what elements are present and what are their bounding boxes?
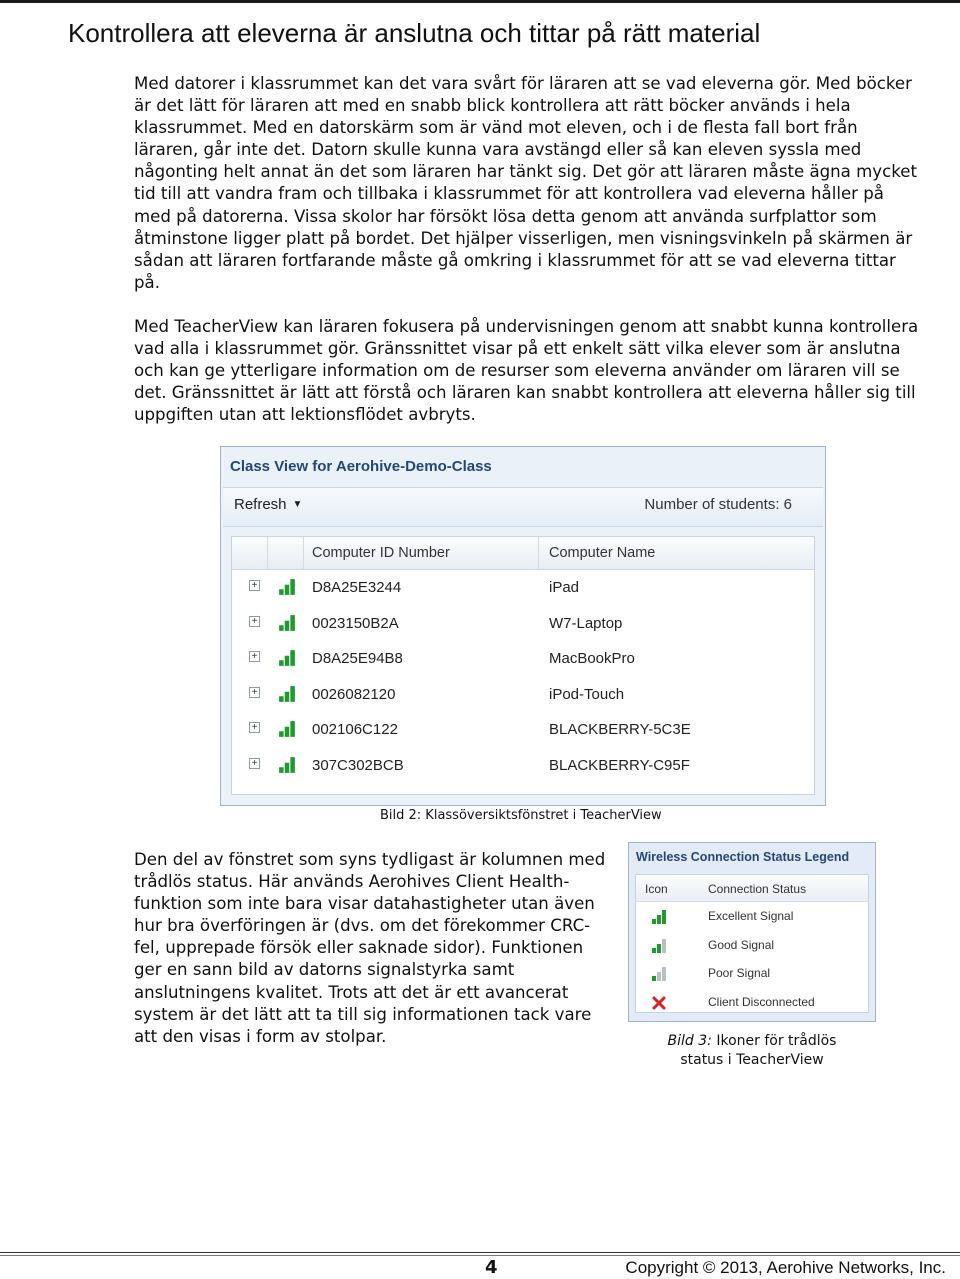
teacherview-paragraph: Med TeacherView kan läraren fokusera på undervisningen genom att snabbt kunna kontrollera vad alla i klassrummet gör. Gränssnittet visar på ett enkelt sätt vilka elever som är anslutna och kan ge ytterligare information om de resurser som eleverna använder om läraren vill se det. Gränssnittet är lätt att förstå och läraren kan snabbt kontrollera att eleverna håller sig till uppgiften utan att lektionsflödet avbryts. bbox=[134, 317, 919, 425]
legend-row bbox=[636, 989, 868, 1017]
column-header-computer-name[interactable]: Computer Name bbox=[549, 545, 656, 561]
refresh-menu-button[interactable] bbox=[234, 496, 302, 513]
legend-row bbox=[636, 903, 868, 931]
legend-title: Wireless Connection Status Legend bbox=[636, 850, 850, 864]
excellent-signal-icon bbox=[651, 909, 667, 925]
table-row[interactable] bbox=[232, 641, 814, 676]
copyright-notice: Copyright © 2013, Aerohive Networks, Inc. bbox=[625, 1258, 946, 1277]
expand-row-icon[interactable]: + bbox=[249, 722, 260, 733]
computer-id-cell: 307C302BCB bbox=[312, 756, 404, 774]
computer-name-cell: iPad bbox=[549, 579, 580, 596]
legend-status-label: Good Signal bbox=[708, 937, 775, 952]
footer-rule-secondary bbox=[0, 1255, 960, 1256]
wireless-status-paragraph: Den del av fönstret som syns tydligast är kolumnen med trådlös status. Här används Aerohives Client Health-funktion som inte bara visar datahastigheter utan även hur bra överföringen är (dvs. om det förekommer CRC-fel, upprepade försök eller saknade sidor). Funktionen ger en sann bild av datorns signalstyrka samt anslutningens kvalitet. Trots att det är ett avancerat system är det lätt att ta till sig informationen tack vare att den visas i form av stolpar. bbox=[134, 850, 606, 1046]
computer-id-cell: 002106C122 bbox=[312, 721, 398, 738]
computer-name-cell: W7-Laptop bbox=[549, 614, 623, 632]
legend-row bbox=[636, 932, 868, 960]
figure-caption-class-view: Bild 2: Klassöversiktsfönstret i TeacherView bbox=[380, 808, 662, 823]
table-row[interactable] bbox=[232, 606, 814, 641]
excellent-signal-icon bbox=[278, 756, 296, 774]
legend-column-status: Connection Status bbox=[708, 882, 807, 896]
students-table bbox=[231, 536, 815, 795]
caption-label: Bild 3: bbox=[667, 1033, 712, 1049]
computer-id-cell: 0023150B2A bbox=[312, 614, 399, 632]
good-signal-icon bbox=[651, 938, 667, 954]
refresh-label: Refresh bbox=[234, 496, 287, 513]
disconnected-icon bbox=[651, 995, 667, 1011]
computer-name-cell: MacBookPro bbox=[549, 650, 635, 667]
legend-status-label: Client Disconnected bbox=[708, 994, 815, 1009]
class-view-toolbar bbox=[223, 487, 823, 527]
expand-row-icon[interactable]: + bbox=[249, 580, 260, 591]
column-header-computer-id[interactable]: Computer ID Number bbox=[312, 545, 450, 561]
caption-text: Ikoner för trådlös status i TeacherView bbox=[680, 1033, 837, 1068]
class-view-screenshot bbox=[220, 446, 826, 806]
legend-table bbox=[635, 874, 869, 1013]
class-view-title: Class View for Aerohive-Demo-Class bbox=[230, 458, 492, 475]
excellent-signal-icon bbox=[278, 578, 296, 596]
computer-id-cell: D8A25E3244 bbox=[312, 579, 402, 596]
excellent-signal-icon bbox=[278, 649, 296, 667]
caret-down-icon: ▼ bbox=[292, 499, 303, 510]
excellent-signal-icon bbox=[278, 614, 296, 632]
expand-row-icon[interactable]: + bbox=[249, 616, 260, 627]
intro-paragraph: Med datorer i klassrummet kan det vara svårt för läraren att se vad eleverna gör. Med böcker är det lätt för läraren att med en snabb blick kontrollera att rätt böcker används i hela klassrummet. Med en datorskärm som är vänd mot eleven, och i de flesta fall bort från läraren, går inte det. Datorn skulle kunna vara avstängd eller så kan eleven syssla med någonting helt annat än det som läraren har tänkt sig. Det gör att läraren måste ägna mycket tid till att vandra fram och tillbaka i klassrummet för att kontrollera vad eleverna håller på med på datorerna. Vissa skolor har försökt lösa detta genom att använda surfplattor som åtminstone ligger platt på bordet. Det hjälper visserligen, men visningsvinkeln på skärmen är sådan att läraren fortfarande måste gå omkring i klassrummet för att se vad eleverna tittar på. bbox=[134, 74, 917, 292]
footer-rule bbox=[0, 1252, 960, 1253]
header-rule bbox=[0, 0, 960, 3]
expand-row-icon[interactable]: + bbox=[249, 687, 260, 698]
computer-id-cell: D8A25E94B8 bbox=[312, 650, 403, 667]
computer-name-cell: BLACKBERRY-5C3E bbox=[549, 721, 691, 738]
column-separator bbox=[303, 537, 304, 569]
excellent-signal-icon bbox=[278, 685, 296, 703]
table-row[interactable] bbox=[232, 712, 814, 747]
wireless-legend-screenshot bbox=[628, 842, 876, 1022]
legend-status-label: Excellent Signal bbox=[708, 909, 794, 923]
expand-row-icon[interactable]: + bbox=[249, 758, 260, 769]
legend-row bbox=[636, 960, 868, 988]
legend-column-icon: Icon bbox=[645, 882, 668, 896]
table-row[interactable] bbox=[232, 677, 814, 712]
column-separator bbox=[267, 537, 268, 569]
expand-row-icon[interactable]: + bbox=[249, 651, 260, 662]
legend-header bbox=[636, 875, 868, 902]
table-row[interactable] bbox=[232, 570, 814, 605]
legend-status-label: Poor Signal bbox=[708, 966, 771, 980]
column-separator bbox=[538, 537, 539, 569]
figure-caption-legend bbox=[654, 1032, 850, 1070]
excellent-signal-icon bbox=[278, 720, 296, 738]
page-number: 4 bbox=[485, 1257, 498, 1278]
computer-name-cell: iPod-Touch bbox=[549, 685, 625, 703]
table-header bbox=[232, 537, 814, 570]
page-title: Kontrollera att eleverna är anslutna och tittar på rätt material bbox=[68, 18, 761, 48]
computer-id-cell: 0026082120 bbox=[312, 685, 396, 703]
table-row[interactable] bbox=[232, 748, 814, 783]
computer-name-cell: BLACKBERRY-C95F bbox=[549, 756, 690, 774]
student-count: Number of students: 6 bbox=[644, 496, 792, 513]
poor-signal-icon bbox=[651, 966, 667, 982]
